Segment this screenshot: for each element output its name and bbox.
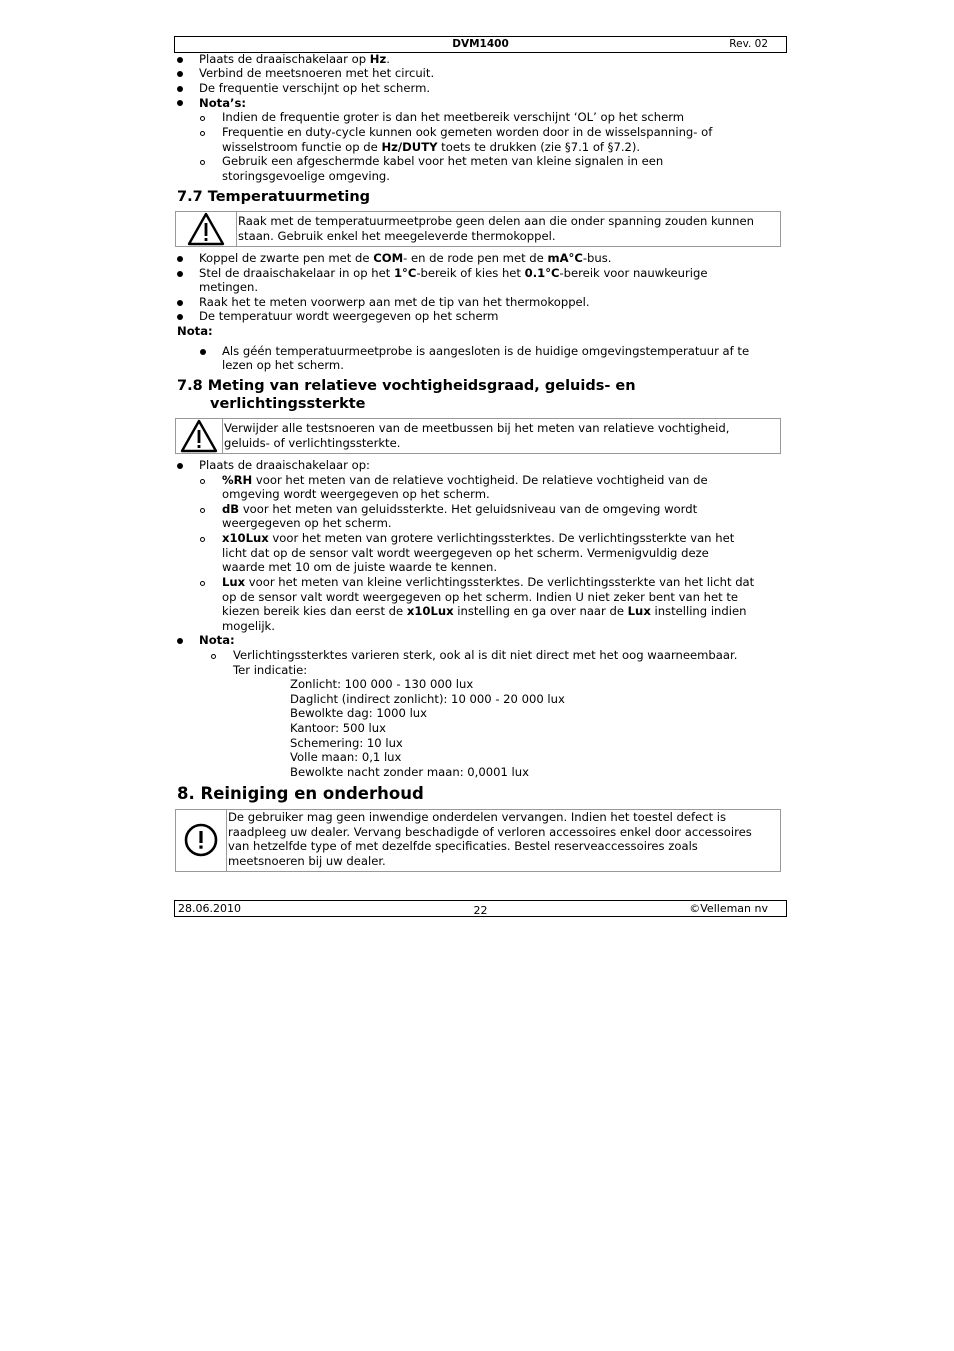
- sub-bullet: [200, 116, 205, 121]
- bullet: [177, 463, 183, 469]
- warning-box: [175, 211, 781, 247]
- sub-bullet: [200, 479, 205, 484]
- exclamation-circle-icon: [176, 810, 226, 871]
- lux-indication-item: Zonlicht: 100 000 - 130 000 lux: [290, 677, 474, 691]
- sub-bullet: [200, 508, 205, 513]
- caution-text: De gebruiker mag geen inwendige onderdelen vervangen. Indien het toestel defect is raadpleeg uw dealer. Vervang beschadigde of verloren accessoires enkel door accessoires van hetzelfde type of met dezelfde specificaties. Bestel reserveaccessoires zoals meetsnoeren bij uw dealer.: [228, 810, 752, 868]
- list-item: Raak het te meten voorwerp aan met de tip van het thermokoppel.: [199, 295, 590, 309]
- list-item-cont: lezen op het scherm.: [222, 358, 344, 372]
- sub-list-item-cont: waarde met 10 om de juiste waarde te kennen.: [222, 560, 498, 574]
- header-title: DVM1400: [452, 38, 509, 50]
- bullet: [177, 57, 183, 63]
- page-number: 22: [473, 904, 488, 917]
- sub-bullet: [200, 131, 205, 136]
- header-revision: Rev. 02: [729, 38, 768, 50]
- sub-bullet: [200, 537, 205, 542]
- lux-indication-item: Bewolkte nacht zonder maan: 0,0001 lux: [290, 765, 529, 779]
- list-item: De temperatuur wordt weergegeven op het scherm: [199, 309, 499, 323]
- list-item-cont: metingen.: [199, 280, 259, 294]
- bullet: [177, 638, 183, 644]
- sub-list-item: Lux voor het meten van kleine verlichtingssterktes. De verlichtingssterkte van het licht dat: [222, 575, 755, 589]
- caution-icon-cell: [176, 810, 227, 871]
- lux-indication-item: Volle maan: 0,1 lux: [290, 750, 402, 764]
- list-item: Koppel de zwarte pen met de COM- en de rode pen met de mA°C-bus.: [199, 251, 612, 265]
- list-item: De frequentie verschijnt op het scherm.: [199, 81, 431, 95]
- list-item: Verbind de meetsnoeren met het circuit.: [199, 66, 435, 80]
- sub-list-item-cont: storingsgevoelige omgeving.: [222, 169, 390, 183]
- page-header: [174, 36, 787, 53]
- warning-icon-cell: [176, 212, 237, 246]
- footer-copyright: ©Velleman nv: [689, 902, 768, 915]
- list-item: Nota’s:: [199, 96, 246, 110]
- warning-triangle-icon: [176, 212, 236, 246]
- bullet: [177, 71, 183, 77]
- sub-list-item-cont: omgeving wordt weergegeven op het scherm.: [222, 487, 490, 501]
- bullet: [177, 300, 183, 306]
- lux-indication-item: Kantoor: 500 lux: [290, 721, 386, 735]
- caution-box: [175, 809, 781, 872]
- list-item: Stel de draaischakelaar in op het 1°C-bereik of kies het 0.1°C-bereik voor nauwkeurige: [199, 266, 708, 280]
- warning-box: [175, 418, 781, 454]
- sub-list-item: %RH voor het meten van de relatieve vochtigheid. De relatieve vochtigheid van de: [222, 473, 708, 487]
- warning-text: Raak met de temperatuurmeetprobe geen delen aan die onder spanning zouden kunnen staan. Gebruik enkel het meegeleverde thermokoppel.: [238, 214, 754, 243]
- sub-list-item-cont: licht dat op de sensor valt wordt weergegeven op het scherm. Vermenigvuldig deze: [222, 546, 709, 560]
- section-heading-7-8: 7.8 Meting van relatieve vochtigheidsgraad, geluids- en: [177, 378, 636, 394]
- sub-list-item-cont: op de sensor valt wordt weergegeven op het scherm. Indien U niet zeker bent van het te: [222, 590, 739, 604]
- sub-list-item: dB voor het meten van geluidssterkte. Het geluidsniveau van de omgeving wordt: [222, 502, 698, 516]
- sub-list-item: Verlichtingssterktes varieren sterk, ook al is dit niet direct met het oog waarneembaar.: [233, 648, 738, 662]
- list-item: Plaats de draaischakelaar op:: [199, 458, 370, 472]
- nota-label: Nota:: [199, 633, 235, 647]
- lux-indication-item: Daglicht (indirect zonlicht): 10 000 - 20 000 lux: [290, 692, 565, 706]
- warning-icon-cell: [176, 419, 223, 453]
- lux-indication-item: Bewolkte dag: 1000 lux: [290, 706, 427, 720]
- bullet: [177, 100, 183, 106]
- bullet: [200, 349, 206, 355]
- section-heading-8: 8. Reiniging en onderhoud: [177, 784, 424, 803]
- bullet: [177, 271, 183, 277]
- sub-list-item: Gebruik een afgeschermde kabel voor het meten van kleine signalen in een: [222, 154, 664, 168]
- sub-bullet: [211, 654, 216, 659]
- sub-list-item: x10Lux voor het meten van grotere verlichtingssterktes. De verlichtingssterkte van het: [222, 531, 735, 545]
- footer-date: 28.06.2010: [178, 902, 241, 915]
- list-item: Als géén temperatuurmeetprobe is aangesloten is de huidige omgevingstemperatuur af te: [222, 344, 750, 358]
- section-heading-7-8-cont: verlichtingssterkte: [210, 396, 366, 412]
- sub-list-item-cont: mogelijk.: [222, 619, 275, 633]
- sub-bullet: [200, 581, 205, 586]
- warning-text: Verwijder alle testsnoeren van de meetbussen bij het meten van relatieve vochtigheid, geluids- of verlichtingssterkte.: [224, 421, 730, 450]
- sub-list-item-cont: wisselstroom functie op de Hz/DUTY toets te drukken (zie §7.1 of §7.2).: [222, 140, 641, 154]
- page-footer: [174, 900, 787, 917]
- warning-triangle-icon: [176, 419, 222, 453]
- lux-indication-item: Schemering: 10 lux: [290, 736, 403, 750]
- sub-list-item: Frequentie en duty-cycle kunnen ook gemeten worden door in de wisselspanning- of: [222, 125, 713, 139]
- nota-label: Nota:: [177, 324, 213, 338]
- sub-list-item-cont: weergegeven op het scherm.: [222, 516, 392, 530]
- list-item: Plaats de draaischakelaar op Hz.: [199, 52, 390, 66]
- sub-list-item-cont: kiezen bereik kies dan eerst de x10Lux instelling en ga over naar de Lux instelling indien: [222, 604, 747, 618]
- sub-bullet: [200, 160, 205, 165]
- sub-list-item-cont: Ter indicatie:: [233, 663, 308, 677]
- bullet: [177, 314, 183, 320]
- section-heading-7-7: 7.7 Temperatuurmeting: [177, 189, 371, 205]
- bullet: [177, 86, 183, 92]
- sub-list-item: Indien de frequentie groter is dan het meetbereik verschijnt ‘OL’ op het scherm: [222, 110, 685, 124]
- bullet: [177, 256, 183, 262]
